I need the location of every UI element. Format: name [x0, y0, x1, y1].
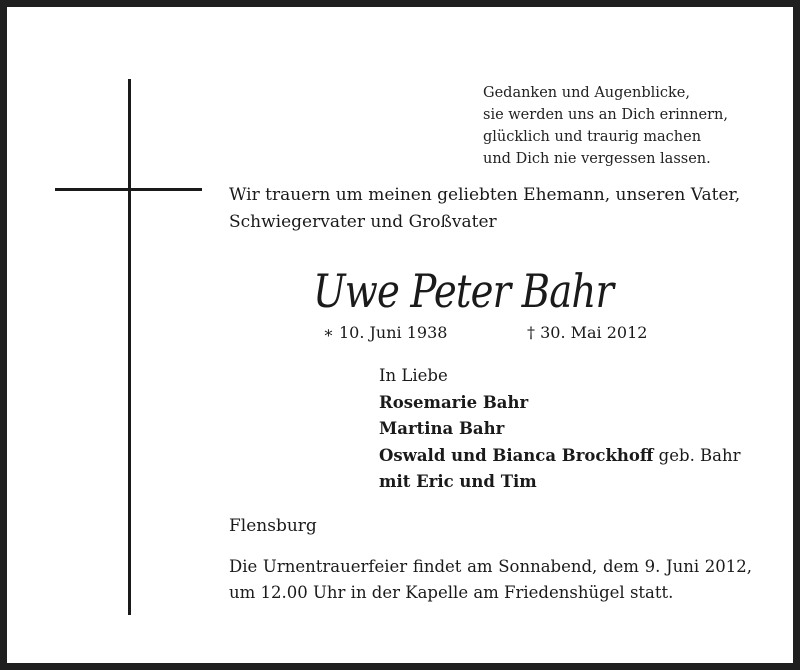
family-member-name: mit Eric und Tim [379, 472, 537, 491]
poem-line: und Dich nie vergessen lassen. [483, 151, 711, 167]
poem-line: sie werden uns an Dich erinnern, [483, 107, 728, 123]
intro-line: Schwiegervater und Großvater [229, 212, 497, 232]
mourning-intro [229, 182, 740, 236]
poem [483, 82, 728, 170]
family-member [379, 469, 741, 496]
death-date: † 30. Mai 2012 [527, 323, 648, 342]
family-member [379, 416, 741, 443]
family-signature [379, 363, 741, 496]
family-member [379, 443, 741, 470]
poem-line: glücklich und traurig machen [483, 129, 702, 145]
cross-vertical-bar [128, 79, 131, 615]
family-member-name: Rosemarie Bahr [379, 392, 529, 412]
funeral-service-info: Die Urnentrauerfeier findet am Sonnabend, dem 9. Juni 2012, um 12.00 Uhr in der Kapelle am Friedenshügel statt. [229, 557, 752, 602]
family-heading: In Liebe [379, 366, 448, 385]
family-member-name: Oswald und Bianca Brockhoff [379, 445, 654, 465]
intro-line: Wir trauern um meinen geliebten Ehemann, unseren Vater, [229, 185, 741, 205]
family-member-suffix: geb. Bahr [653, 445, 741, 465]
place: Flensburg [229, 516, 317, 536]
birth-date: ∗ 10. Juni 1938 [323, 323, 448, 342]
poem-line: Gedanken und Augenblicke, [483, 85, 690, 101]
cross-horizontal-bar [55, 188, 202, 191]
deceased-name: Uwe Peter Bahr [313, 264, 614, 318]
family-member [379, 390, 741, 417]
family-member-name: Martina Bahr [379, 419, 505, 438]
